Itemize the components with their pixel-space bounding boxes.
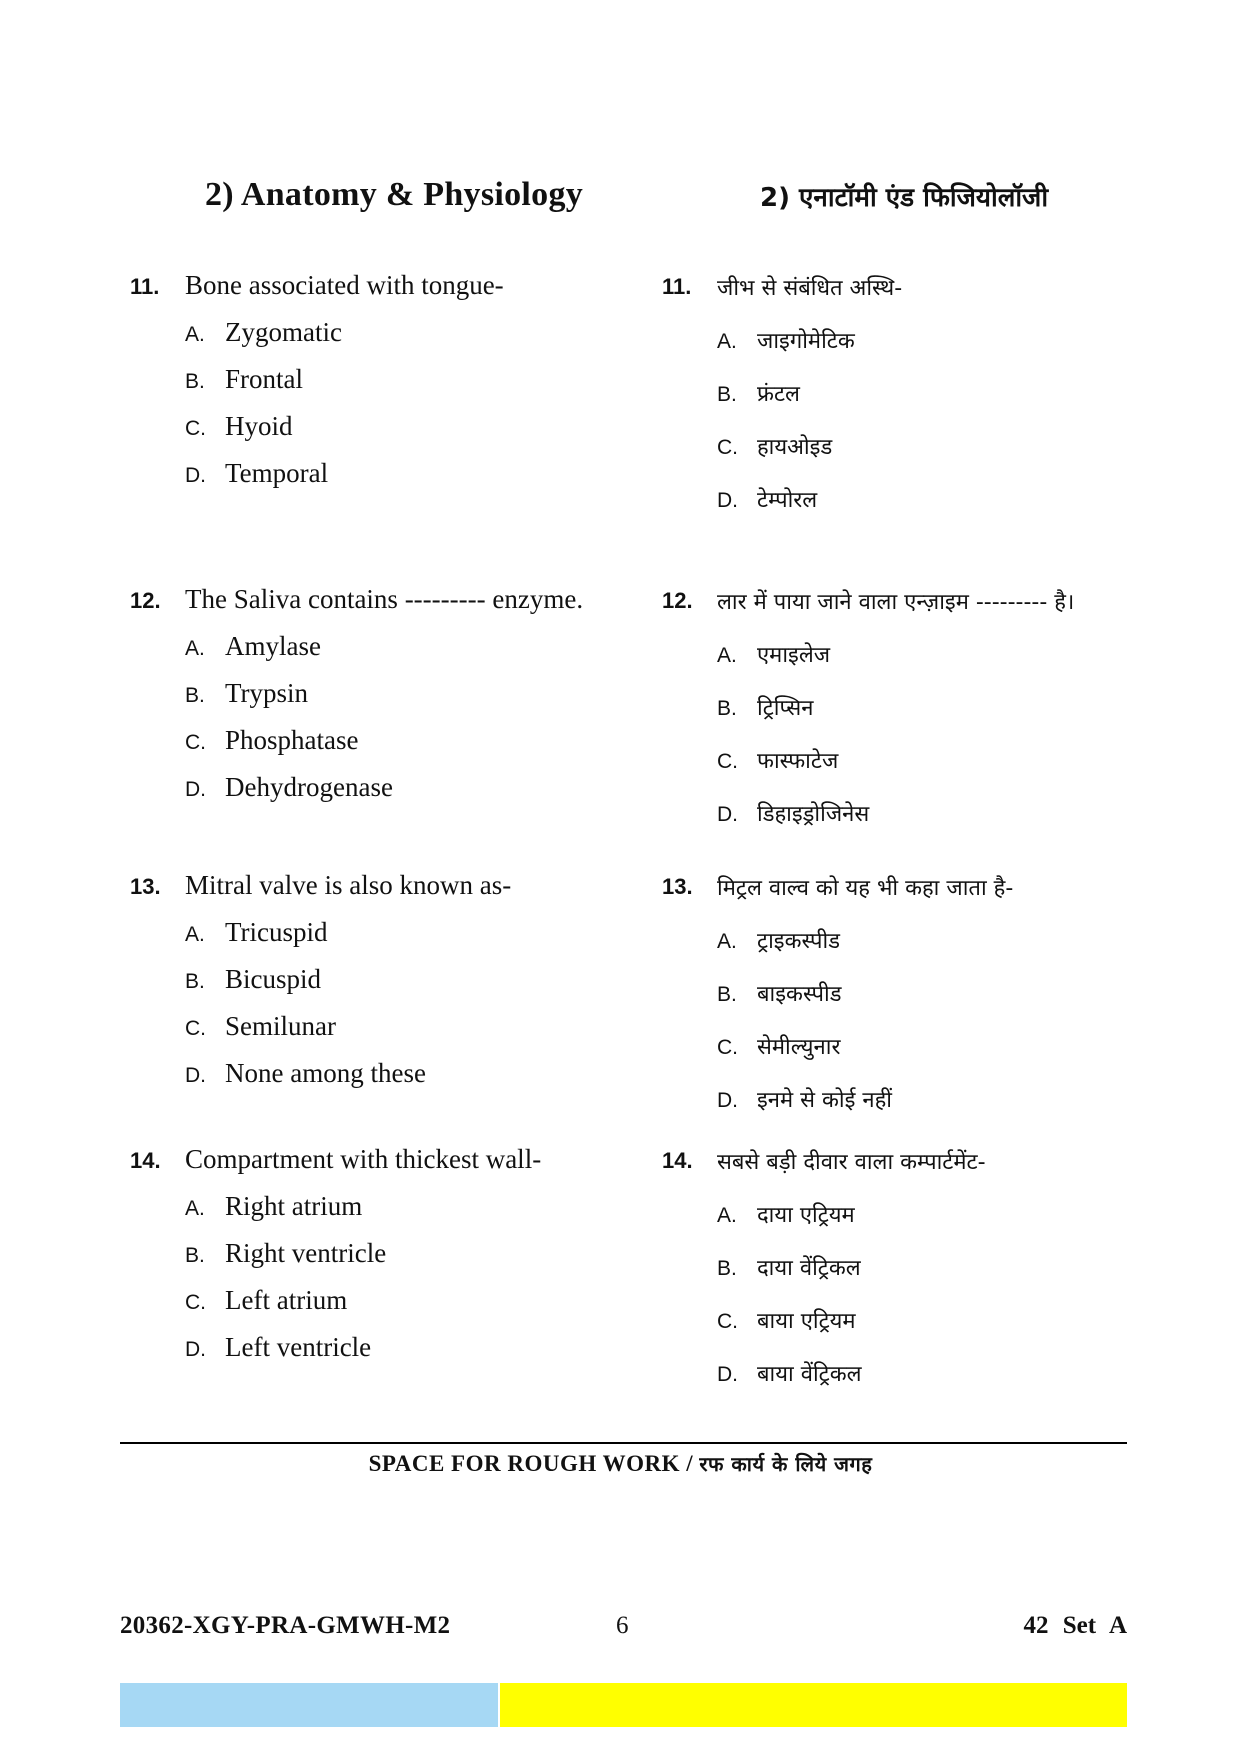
option-c: C. हायओइड: [717, 435, 833, 460]
option-b: B. दाया वेंट्रिकल: [717, 1256, 861, 1281]
rough-work-divider: [120, 1442, 1127, 1444]
option-b: B. फ्रंटल: [717, 382, 800, 407]
question-number: 13.: [130, 874, 161, 899]
question-text: Compartment with thickest wall-: [185, 1144, 542, 1174]
option-d: D. इनमे से कोई नहीं: [717, 1088, 893, 1113]
option-d: D. Dehydrogenase: [185, 772, 393, 802]
question-number: 11.: [130, 274, 160, 299]
option-a: A. दाया एट्रियम: [717, 1203, 855, 1228]
footer-color-bar-blue: [120, 1683, 498, 1727]
question-text: जीभ से संबंधित अस्थि-: [717, 276, 903, 301]
option-b: B. Trypsin: [185, 678, 309, 708]
question-text: Mitral valve is also known as-: [185, 870, 512, 900]
question-text: सबसे बड़ी दीवार वाला कम्पार्टमेंट-: [717, 1150, 986, 1175]
option-d: D. Left ventricle: [185, 1332, 372, 1362]
set-label: 42 Set A: [1023, 1612, 1127, 1639]
question-number: 12.: [662, 588, 693, 613]
option-d: D. टेम्पोरल: [717, 488, 818, 513]
option-c: C. Hyoid: [185, 411, 293, 441]
option-b: B. Right ventricle: [185, 1238, 387, 1268]
option-d: D. None among these: [185, 1058, 426, 1088]
question-number: 12.: [130, 588, 161, 613]
option-a: A. जाइगोमेटिक: [717, 329, 855, 354]
footer-color-bar-yellow: [500, 1683, 1127, 1727]
section-title-english: 2) Anatomy & Physiology: [205, 176, 584, 213]
option-a: A. Tricuspid: [185, 917, 328, 947]
page-number: 6: [616, 1612, 629, 1639]
option-b: B. Bicuspid: [185, 964, 322, 994]
option-a: A. ट्राइकस्पीड: [717, 929, 841, 954]
option-c: C. Left atrium: [185, 1285, 348, 1315]
section-title-hindi: 2) एनाटॉमी एंड फिजियोलॉजी: [760, 183, 1049, 213]
question-number: 14.: [130, 1148, 161, 1173]
question-number: 14.: [662, 1148, 693, 1173]
question-text: लार में पाया जाने वाला एन्ज़ाइम --------- है।: [717, 590, 1075, 615]
option-c: C. फास्फाटेज: [717, 749, 839, 774]
option-d: D. बाया वेंट्रिकल: [717, 1362, 862, 1387]
question-text: The Saliva contains --------- enzyme.: [185, 584, 584, 614]
option-b: B. Frontal: [185, 364, 303, 394]
question-number: 13.: [662, 874, 693, 899]
question-text: मिट्रल वाल्व को यह भी कहा जाता है-: [717, 876, 1014, 901]
option-d: D. डिहाइड्रोजिनेस: [717, 802, 870, 827]
option-c: C. Semilunar: [185, 1011, 336, 1041]
option-c: C. सेमील्युनार: [717, 1035, 841, 1060]
option-d: D. Temporal: [185, 458, 329, 488]
question-number: 11.: [662, 274, 692, 299]
option-c: C. Phosphatase: [185, 725, 359, 755]
option-b: B. ट्रिप्सिन: [717, 696, 814, 721]
question-text: Bone associated with tongue-: [185, 270, 504, 300]
paper-code: 20362-XGY-PRA-GMWH-M2: [120, 1612, 451, 1639]
option-c: C. बाया एट्रियम: [717, 1309, 856, 1334]
option-b: B. बाइकस्पीड: [717, 982, 842, 1007]
rough-work-label: SPACE FOR ROUGH WORK / रफ कार्य के लिये जगह: [368, 1451, 873, 1476]
option-a: A. Zygomatic: [185, 317, 342, 347]
option-a: A. Right atrium: [185, 1191, 363, 1221]
option-a: A. Amylase: [185, 631, 321, 661]
option-a: A. एमाइलेज: [717, 643, 831, 668]
